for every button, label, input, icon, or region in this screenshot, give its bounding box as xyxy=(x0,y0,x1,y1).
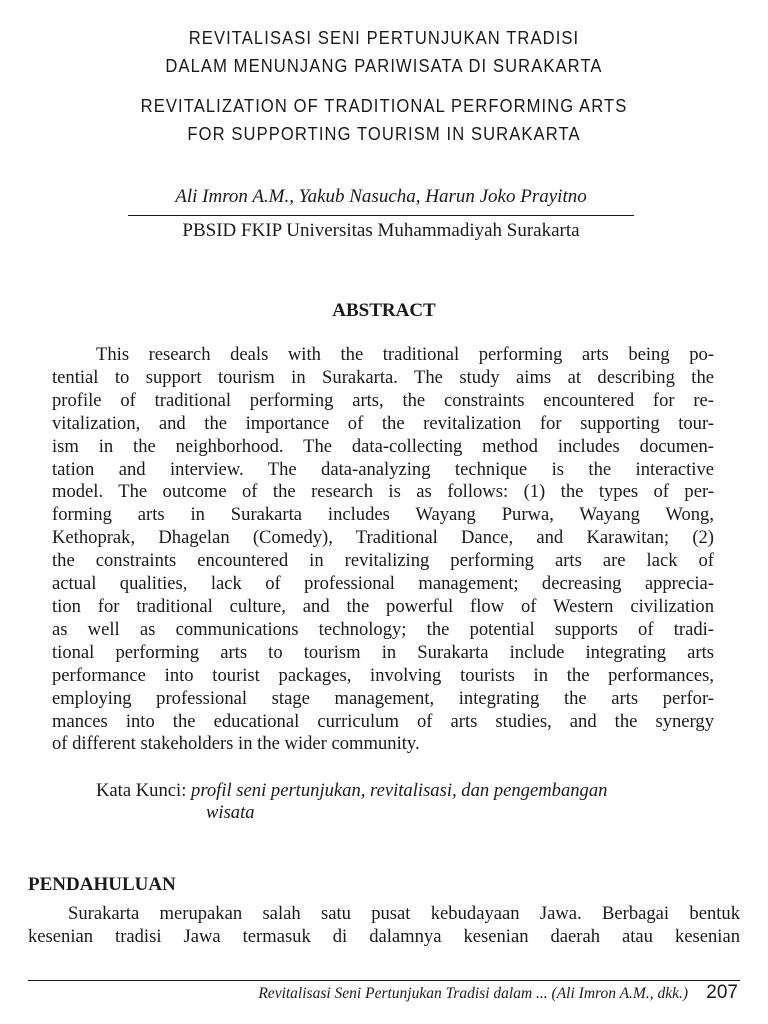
abstract-line: of different stakeholders in the wider community. xyxy=(52,733,420,755)
keywords xyxy=(96,780,736,824)
footer-divider xyxy=(28,980,740,981)
abstract-line: the constraints encountered in revitalizing performing arts are lack of xyxy=(52,550,714,572)
abstract-line: employing professional stage management, integrating the arts perfor- xyxy=(52,687,714,709)
abstract-body xyxy=(52,344,714,756)
section-body xyxy=(28,902,740,948)
abstract-line: actual qualities, lack of professional management; decreasing apprecia- xyxy=(52,573,714,595)
abstract-line: forming arts in Surakarta includes Wayang Purwa, Wayang Wong, xyxy=(52,504,714,526)
affiliation: PBSID FKIP Universitas Muhammadiyah Surakarta xyxy=(182,220,580,241)
keywords-value-continued: wisata xyxy=(206,802,255,823)
title-english-line-2: FOR SUPPORTING TOURISM IN SURAKARTA xyxy=(187,124,581,144)
abstract-line: vitalization, and the importance of the revitalization for supporting tour- xyxy=(52,412,714,434)
title-english xyxy=(31,92,738,148)
abstract-line: tential to support tourism in Surakarta. The study aims at describing the xyxy=(52,366,714,388)
abstract-line: performance into tourist packages, involving tourists in the performances, xyxy=(52,664,714,686)
running-footer: Revitalisasi Seni Pertunjukan Tradisi dalam ... (Ali Imron A.M., dkk.) xyxy=(258,985,688,1002)
title-indonesian-line-2: DALAM MENUNJANG PARIWISATA DI SURAKARTA xyxy=(165,56,603,76)
abstract-line: mances into the educational curriculum of arts studies, and the synergy xyxy=(52,710,714,732)
abstract-line: tation and interview. The data-analyzing technique is the interactive xyxy=(52,458,714,480)
title-english-line-1: REVITALIZATION OF TRADITIONAL PERFORMING ARTS xyxy=(140,96,628,116)
keywords-label: Kata Kunci: xyxy=(96,780,187,801)
section-heading: PENDAHULUAN xyxy=(28,874,176,895)
abstract-line: This research deals with the traditional performing arts being po- xyxy=(96,344,714,365)
abstract-line: Kethoprak, Dhagelan (Comedy), Traditional Dance, and Karawitan; (2) xyxy=(52,527,714,549)
author-list: Ali Imron A.M., Yakub Nasucha, Harun Joko Prayitno xyxy=(175,186,587,207)
keywords-value: profil seni pertunjukan, revitalisasi, dan pengembangan xyxy=(191,780,608,801)
page-number: 207 xyxy=(706,982,738,1003)
abstract-heading: ABSTRACT xyxy=(332,300,436,321)
section-line: Surakarta merupakan salah satu pusat kebudayaan Jawa. Berbagai bentuk xyxy=(68,903,740,924)
section-line: kesenian tradisi Jawa termasuk di dalamnya kesenian daerah atau kesenian xyxy=(28,926,740,947)
title-indonesian-line-1: REVITALISASI SENI PERTUNJUKAN TRADISI xyxy=(188,28,580,48)
abstract-line: tion for traditional culture, and the powerful flow of Western civilization xyxy=(52,595,714,617)
author-divider xyxy=(128,215,634,216)
abstract-line: profile of traditional performing arts, the constraints encountered for re- xyxy=(52,389,714,411)
title-indonesian xyxy=(31,24,738,80)
abstract-line: tional performing arts to tourism in Surakarta include integrating arts xyxy=(52,641,714,663)
abstract-line: as well as communications technology; the potential supports of tradi- xyxy=(52,618,714,640)
abstract-line: model. The outcome of the research is as follows: (1) the types of per- xyxy=(52,481,714,503)
abstract-line: ism in the neighborhood. The data-collecting method includes documen- xyxy=(52,435,714,457)
